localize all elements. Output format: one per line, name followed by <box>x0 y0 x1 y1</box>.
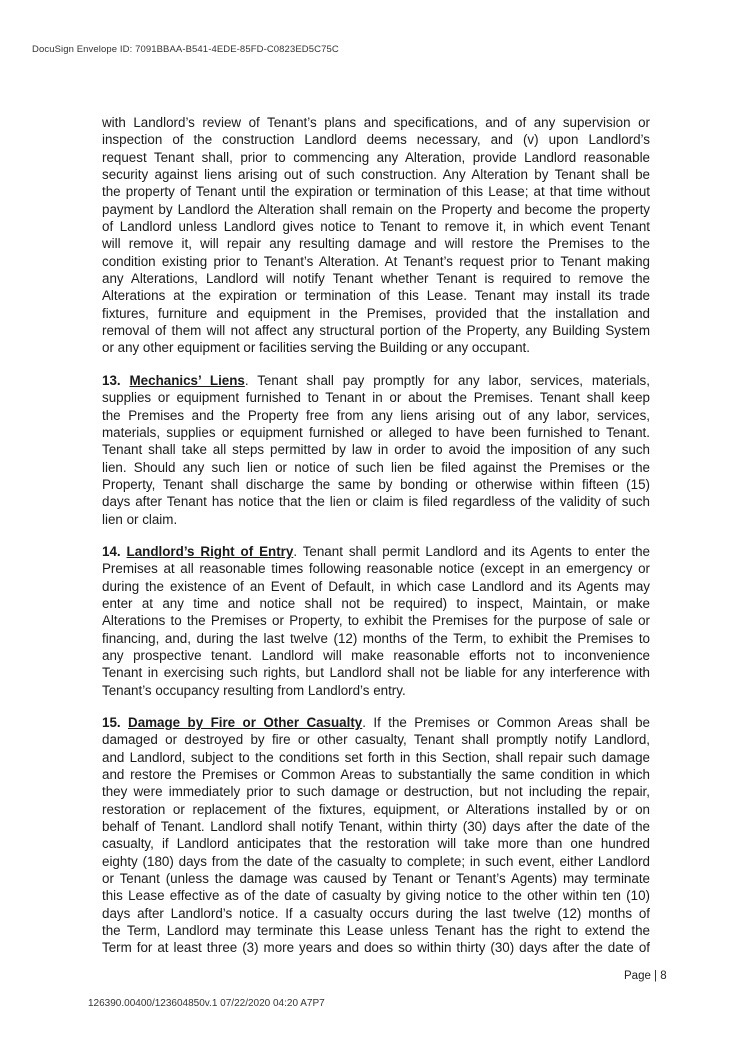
text-line: they were immediately prior to such damage or destruction, but not including the repair, <box>102 784 650 800</box>
text-line: security against liens arising out of such construction. Any Alteration by Tenant shall be <box>102 167 650 183</box>
text-line: damaged or destroyed by fire or other casualty, Tenant shall promptly notify Landlord, <box>102 732 650 748</box>
text-line: inspection of the construction Landlord deems necessary, and (v) upon Landlord’s <box>102 132 650 148</box>
text-line: Premises at all reasonable times following reasonable notice (except in an emergency or <box>102 561 650 577</box>
text-line: condition existing prior to Tenant’s Alteration. At Tenant’s request prior to Tenant making <box>102 253 650 269</box>
text-line: any prospective tenant. Landlord will make reasonable efforts not to inconvenience <box>102 647 650 663</box>
section-13-mechanics-liens <box>102 372 650 528</box>
section-number: 15. <box>102 715 121 730</box>
section-heading-line <box>102 543 650 560</box>
text-line: casualty, if Landlord anticipates that the restoration will take more than one hundred <box>102 836 650 852</box>
text-line: during the existence of an Event of Default, in which case Landlord and its Agents may <box>102 578 650 594</box>
text-line: Term for at least three (3) more years and does so within thirty (30) days after the date of <box>102 940 650 956</box>
text-line: and restore the Premises or Common Areas to substantially the same condition in which <box>102 767 650 783</box>
section-title: Damage by Fire or Other Casualty <box>128 715 363 730</box>
section-title: Mechanics’ Liens <box>129 372 245 388</box>
text-line: Alterations at the expiration or termination of this Lease. Tenant may install its trade <box>102 288 650 304</box>
text-line: the Term, Landlord may terminate this Lease unless Tenant has the right to extend the <box>102 923 650 939</box>
document-body <box>102 114 650 972</box>
text-line: Property, Tenant shall discharge the same by bonding or otherwise within fifteen (15) <box>102 476 650 492</box>
text-line: or any other equipment or facilities serving the Building or any occupant. <box>102 340 530 356</box>
text-line: Alterations to the Premises or Property, to exhibit the Premises for the purpose of sale or <box>102 613 650 629</box>
section-number: 14. <box>102 543 121 559</box>
text-line: request Tenant shall, prior to commencing any Alteration, provide Landlord reasonable <box>102 149 650 165</box>
text-line: fixtures, furniture and equipment in the Premises, provided that the installation and <box>102 305 650 321</box>
text-fragment: . Tenant shall pay promptly for any labor, services, materials, <box>244 372 650 388</box>
text-line: supplies or equipment furnished to Tenant in or about the Premises. Tenant shall keep <box>102 390 650 406</box>
text-line: and Landlord, subject to the conditions set forth in this Section, shall repair such damage <box>102 749 650 765</box>
section-heading-line <box>102 714 650 731</box>
text-line: restoration or replacement of the fixtures, equipment, or Alterations installed by or on <box>102 801 650 817</box>
section-14-landlords-right-of-entry <box>102 543 650 699</box>
text-line: materials, supplies or equipment furnished or alleged to have been furnished to Tenant. <box>102 424 650 440</box>
text-line: days after Landlord’s notice. If a casualty occurs during the last twelve (12) months of <box>102 905 650 921</box>
text-line: lien or claim. <box>102 511 178 527</box>
text-line: behalf of Tenant. Landlord shall notify Tenant, within thirty (30) days after the date of the <box>102 819 650 835</box>
text-line: removal of them will not affect any structural portion of the Property, any Building System <box>102 323 650 339</box>
text-line: of Landlord unless Landlord gives notice to Tenant to remove it, in which event Tenant <box>102 219 650 235</box>
section-number: 13. <box>102 372 121 388</box>
text-line: Tenant shall take all steps permitted by law in order to avoid the imposition of any such <box>102 442 650 458</box>
text-line: Tenant in exercising such rights, but Landlord shall not be liable for any interference with <box>102 665 650 681</box>
text-line: Tenant’s occupancy resulting from Landlord’s entry. <box>102 682 406 698</box>
section-heading-line <box>102 372 650 389</box>
text-line: days after Tenant has notice that the lien or claim is filed regardless of the validity of such <box>102 494 650 510</box>
text-line: or Tenant (unless the damage was caused by Tenant or Tenant’s Agents) may terminate <box>102 871 650 887</box>
text-line: payment by Landlord the Alteration shall remain on the Property and become the property <box>102 201 650 217</box>
section-title: Landlord’s Right of Entry <box>126 543 294 559</box>
text-line: eighty (180) days from the date of the casualty to complete; in such event, either Landlord <box>102 853 650 869</box>
text-line: the Premises and the Property free from any liens arising out of any labor, services, <box>102 407 650 423</box>
text-line: any Alterations, Landlord will notify Tenant whether Tenant is required to remove the <box>102 271 650 287</box>
text-fragment: . Tenant shall permit Landlord and its Agents to enter the <box>293 543 651 559</box>
footer-document-id: 126390.00400/123604850v.1 07/22/2020 04:20 A7P7 <box>88 998 325 1009</box>
text-line: the property of Tenant until the expiration or termination of this Lease; at that time without <box>102 184 650 200</box>
docusign-envelope-id: DocuSign Envelope ID: 7091BBAA-B541-4EDE-85FD-C0823ED5C75C <box>32 44 339 55</box>
text-fragment: . If the Premises or Common Areas shall be <box>362 715 650 730</box>
continuation-paragraph <box>102 114 650 357</box>
text-line: this Lease effective as of the date of casualty by giving notice to the other within ten (10) <box>102 888 650 904</box>
text-line: enter at any time and notice shall not be required) to inspect, Maintain, or make <box>102 595 650 611</box>
text-line: will remove it, will repair any resulting damage and will restore the Premises to the <box>102 236 650 252</box>
page-number: Page | 8 <box>624 970 667 982</box>
section-15-damage-by-fire-or-other-casualty <box>102 714 650 957</box>
text-line: financing, and, during the last twelve (12) months of the Term, to exhibit the Premises to <box>102 630 650 646</box>
text-line: with Landlord’s review of Tenant’s plans and specifications, and of any supervision or <box>102 115 650 130</box>
text-line: lien. Should any such lien or notice of such lien be filed against the Premises or the <box>102 459 650 475</box>
